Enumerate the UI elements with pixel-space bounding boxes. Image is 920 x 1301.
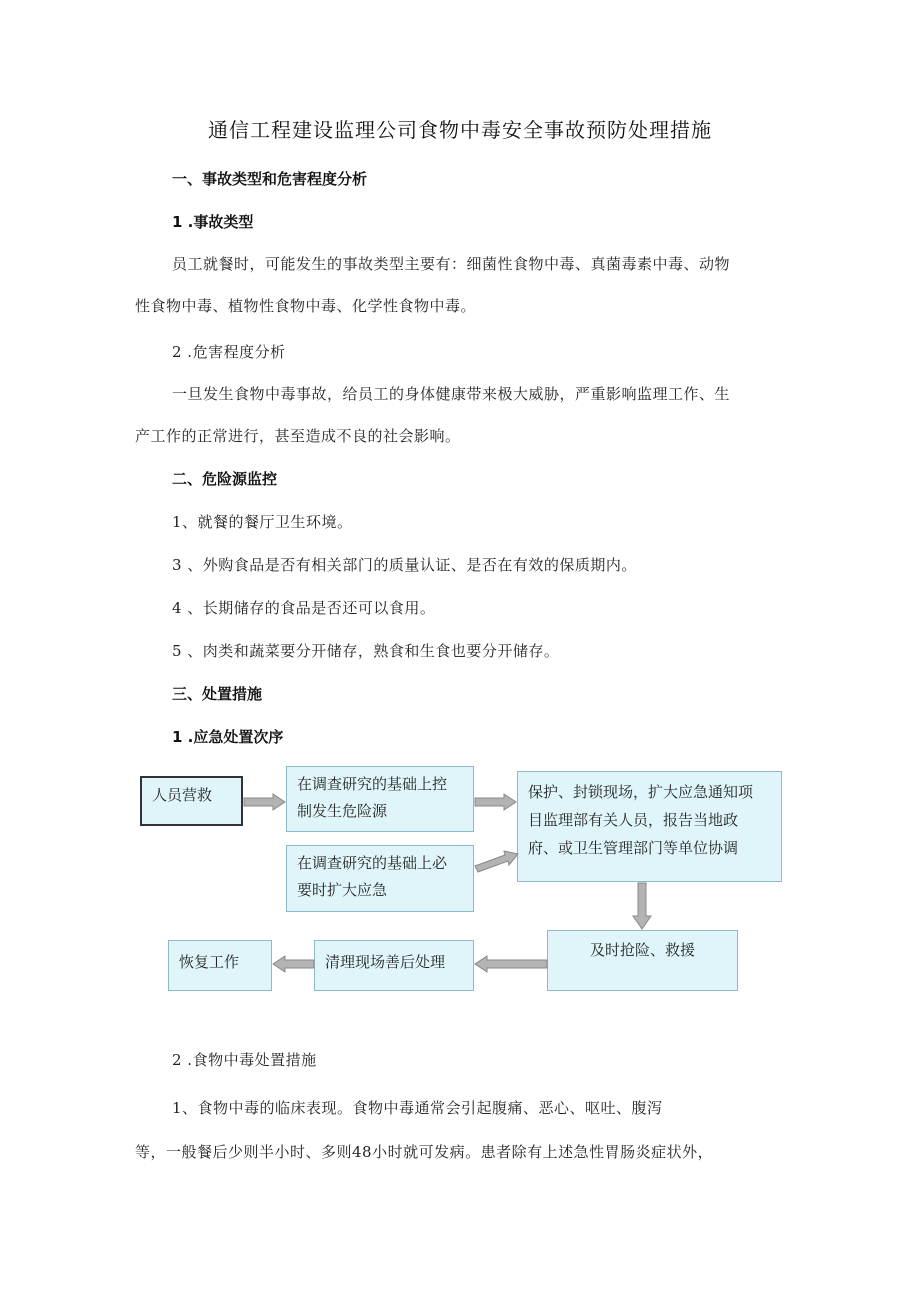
- flow-box-control: [286, 766, 474, 832]
- subheading-poisoning-measures: 2 .食物中毒处置措施: [172, 1051, 317, 1069]
- flow-box-text: 恢复工作: [179, 953, 240, 971]
- flow-box-text: 在调查研究的基础上必: [297, 854, 448, 872]
- flow-box-cleanup: [314, 940, 474, 991]
- flow-box-rescue: [140, 776, 243, 826]
- paragraph-line: 1、食物中毒的临床表现。食物中毒通常会引起腹痛、恶心、呕吐、腹泻: [172, 1099, 663, 1117]
- section-heading-3: 三、处置措施: [172, 685, 263, 703]
- paragraph-line: 产工作的正常进行，甚至造成不良的社会影响。: [135, 427, 461, 445]
- flow-box-text: 目监理部有关人员，报告当地政: [528, 811, 739, 829]
- flow-box-text: 及时抢险、救援: [589, 941, 695, 959]
- flow-box-timely-rescue: [547, 930, 738, 991]
- list-item: 5 、肉类和蔬菜要分开储存，熟食和生食也要分开储存。: [172, 642, 560, 660]
- flow-box-resume: [168, 940, 272, 991]
- paragraph-line: 员工就餐时，可能发生的事故类型主要有：细菌性食物中毒、真菌毒素中毒、动物: [172, 255, 731, 273]
- flow-box-text: 府、或卫生管理部门等单位协调: [528, 839, 739, 857]
- list-item: 1、就餐的餐厅卫生环境。: [172, 513, 353, 531]
- subheading-response-order: 1 .应急处置次序: [172, 728, 284, 746]
- flow-box-text: 要时扩大应急: [297, 881, 388, 899]
- arrow-left-icon: [474, 955, 548, 973]
- paragraph-line: 一旦发生食物中毒事故，给员工的身体健康带来极大威胁，严重影响监理工作、生: [172, 385, 731, 403]
- list-item: 3 、外购食品是否有相关部门的质量认证、是否在有效的保质期内。: [172, 556, 637, 574]
- section-heading-2: 二、危险源监控: [172, 470, 278, 488]
- flow-box-text: 保护、封锁现场，扩大应急通知项: [528, 783, 754, 801]
- arrow-left-icon: [272, 955, 315, 973]
- page-title: 通信工程建设监理公司食物中毒安全事故预防处理措施: [208, 118, 712, 142]
- flow-box-text: 制发生危险源: [297, 802, 388, 820]
- subheading-accident-type: 1 .事故类型: [172, 213, 254, 231]
- arrow-down-icon: [632, 882, 652, 930]
- arrow-right-icon: [243, 793, 287, 811]
- flow-box-expand: [286, 845, 474, 912]
- paragraph-line: 性食物中毒、植物性食物中毒、化学性食物中毒。: [135, 297, 477, 315]
- flow-box-protect: [517, 771, 782, 882]
- section-heading-1: 一、事故类型和危害程度分析: [172, 170, 368, 188]
- paragraph-line: 等，一般餐后少则半小时、多则48小时就可发病。患者除有上述急性胃肠炎症状外，: [135, 1143, 714, 1161]
- flow-box-text: 在调查研究的基础上控: [297, 775, 448, 793]
- flow-box-text: 清理现场善后处理: [325, 953, 446, 971]
- subheading-hazard-degree: 2 .危害程度分析: [172, 343, 286, 361]
- arrow-right-icon: [474, 793, 518, 811]
- list-item: 4 、长期储存的食品是否还可以食用。: [172, 599, 436, 617]
- arrow-diagonal-icon: [474, 846, 520, 874]
- flow-box-text: 人员营救: [152, 786, 213, 804]
